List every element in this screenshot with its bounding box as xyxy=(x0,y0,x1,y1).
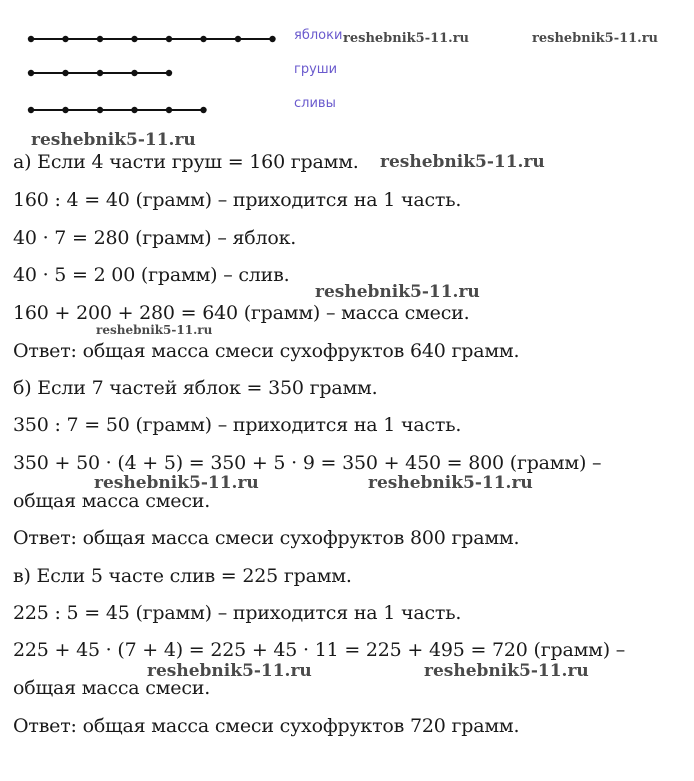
segment-tick-pears xyxy=(131,70,137,76)
segment-tick-plums xyxy=(131,107,137,113)
solution-c-condition: в) Если 5 часте слив = 225 грамм. xyxy=(13,565,352,587)
segment-tick-apples xyxy=(200,36,206,42)
segment-tick-apples xyxy=(62,36,68,42)
segment-tick-apples xyxy=(269,36,275,42)
watermark: reshebnik5-11.ru xyxy=(96,323,213,337)
solution-a-step2: 40 · 7 = 280 (грамм) – яблок. xyxy=(13,227,297,249)
solution-c-step2-cont: общая масса смеси. xyxy=(13,677,211,699)
watermark: reshebnik5-11.ru xyxy=(380,152,545,172)
segment-diagram xyxy=(0,0,694,130)
segment-tick-pears xyxy=(166,70,172,76)
solution-c-answer: Ответ: общая масса смеси сухофруктов 720 грамм. xyxy=(13,715,520,737)
segment-tick-pears xyxy=(97,70,103,76)
solution-b-condition: б) Если 7 частей яблок = 350 грамм. xyxy=(13,377,378,399)
segment-tick-pears xyxy=(62,70,68,76)
watermark: reshebnik5-11.ru xyxy=(343,31,470,46)
segment-tick-apples xyxy=(235,36,241,42)
solution-b-step1: 350 : 7 = 50 (грамм) – приходится на 1 часть. xyxy=(13,414,462,436)
legend-plums: сливы xyxy=(294,96,336,111)
segment-tick-plums xyxy=(166,107,172,113)
legend-apples: яблоки xyxy=(294,28,343,43)
legend-pears: груши xyxy=(294,62,338,77)
solution-c-step1: 225 : 5 = 45 (грамм) – приходится на 1 часть. xyxy=(13,602,462,624)
solution-a-condition: а) Если 4 части груш = 160 грамм. xyxy=(13,151,359,173)
segment-tick-apples xyxy=(166,36,172,42)
solution-b-step2: 350 + 50 · (4 + 5) = 350 + 5 · 9 = 350 + 450 = 800 (грамм) – xyxy=(13,452,602,474)
solution-a-step1: 160 : 4 = 40 (грамм) – приходится на 1 часть. xyxy=(13,189,462,211)
watermark: reshebnik5-11.ru xyxy=(31,130,196,150)
watermark: reshebnik5-11.ru xyxy=(424,661,589,681)
segment-tick-apples xyxy=(28,36,34,42)
segment-tick-apples xyxy=(97,36,103,42)
segment-tick-apples xyxy=(131,36,137,42)
watermark: reshebnik5-11.ru xyxy=(94,473,259,493)
solution-b-answer: Ответ: общая масса смеси сухофруктов 800 грамм. xyxy=(13,527,520,549)
watermark: reshebnik5-11.ru xyxy=(368,473,533,493)
segment-tick-pears xyxy=(28,70,34,76)
segment-tick-plums xyxy=(62,107,68,113)
solution-c-step2: 225 + 45 · (7 + 4) = 225 + 45 · 11 = 225 + 495 = 720 (грамм) – xyxy=(13,639,626,661)
solution-a-answer: Ответ: общая масса смеси сухофруктов 640 грамм. xyxy=(13,340,520,362)
watermark: reshebnik5-11.ru xyxy=(532,31,659,46)
segment-tick-plums xyxy=(97,107,103,113)
solution-a-step3: 40 · 5 = 2 00 (грамм) – слив. xyxy=(13,264,290,286)
segment-tick-plums xyxy=(200,107,206,113)
solution-b-step2-cont: общая масса смеси. xyxy=(13,490,211,512)
watermark: reshebnik5-11.ru xyxy=(315,282,480,302)
solution-a-step4: 160 + 200 + 280 = 640 (грамм) – масса смеси. xyxy=(13,302,470,324)
watermark: reshebnik5-11.ru xyxy=(147,661,312,681)
segment-tick-plums xyxy=(28,107,34,113)
